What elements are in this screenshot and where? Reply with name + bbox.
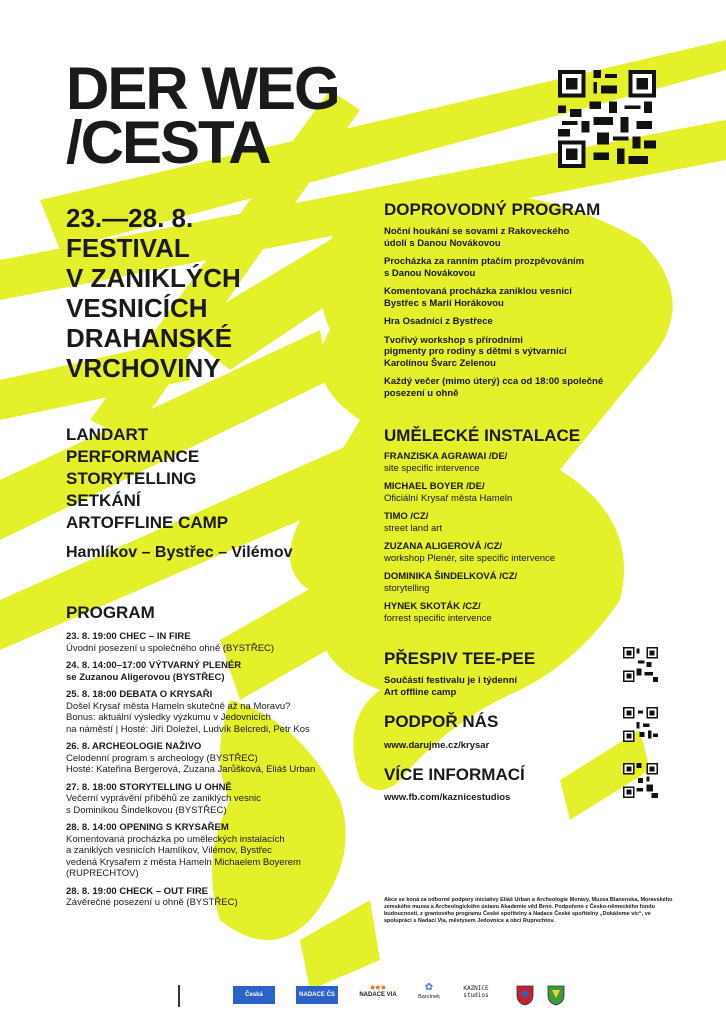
program-item-line: se Zuzanou Aligerovou (BYSTŘEC): [66, 671, 225, 683]
festival-line: VESNICÍCH: [66, 293, 208, 323]
sponsor-footnote: Akce se koná za odborné podpory iniciativy Eliáš Urban a Archeologie Moravy, Muzea Blanenska, Moravského zemského muzea a Archeologického ústavu Akademie věd Brno. Podpořeno z Česko-německého fondu budoucnosti, z grantového programu České spořitelny a Nadace České spořitelny „Dokážeme víc“, ve spolupráci s Nadací Via, městysem Jedovnice a obcí Ruprechtov.: [384, 897, 673, 924]
accompanying-line: s Danou Novákovou: [384, 267, 476, 279]
logo-nadace-via-text: NADACE VIA: [359, 992, 397, 998]
festival-title: [66, 55, 339, 176]
accompanying-program-heading: DOPROVODNÝ PROGRAM: [384, 200, 601, 219]
logo-barvinek: [414, 982, 444, 1006]
program-heading: PROGRAM: [66, 603, 155, 622]
genres-list: [66, 424, 228, 534]
program-item: [66, 886, 366, 909]
accompanying-line: údolí s Danou Novákovou: [384, 237, 501, 249]
qr-code-support: [623, 707, 658, 742]
logo-ceska-sporitelna: [233, 986, 275, 1016]
artist-name: FRANZISKA AGRAWAI /DE/: [384, 451, 508, 462]
logo-nadace-via: [354, 982, 402, 1006]
program-item-title: 25. 8. 18:00 DEBATA O KRYSAŘI: [66, 689, 213, 700]
program-item: [66, 689, 366, 735]
teepee-heading: PŘESPIV TEE-PEE: [384, 649, 536, 668]
more-info-heading: VÍCE INFORMACÍ: [384, 765, 525, 784]
artist-name: HYNEK SKOTÁK /CZ/: [384, 601, 481, 612]
installation-item: [384, 541, 629, 564]
program-item-line: Úvodní posezení u společného ohně (BYSTŘEC): [66, 642, 275, 654]
artist-name: MICHAEL BOYER /DE/: [384, 481, 485, 492]
accompanying-line: pigmenty pro rodiny s dětmi s výtvarnicí: [384, 346, 567, 357]
program-item-line: Závěrečné posezení u ohně (BYSTŘEC): [66, 897, 238, 908]
festival-line: V ZANIKLÝCH: [66, 263, 241, 293]
logo-kaznice-studios: [456, 985, 496, 1005]
program-item: [66, 822, 366, 880]
accompanying-item: [384, 256, 629, 279]
accompanying-item: [384, 316, 629, 328]
program-item-title: 26. 8. ARCHEOLOGIE NAŽIVO: [66, 741, 202, 752]
accompanying-program-list: [384, 226, 629, 406]
accompanying-line: Noční houkání se sovami z Rakoveckého: [384, 226, 570, 237]
program-item: [66, 631, 366, 654]
program-item-line: Došel Krysař města Hameln skutečně až na Moravu?: [66, 700, 291, 712]
accompanying-line: Procházka za ranním ptačím prozpěvováním: [384, 256, 585, 267]
route-villages: Hamlíkov – Bystřec – Vilémov: [66, 544, 293, 561]
qr-code-main: [557, 70, 657, 168]
installation-item: [384, 601, 629, 624]
accompanying-line: Bystřec s Marií Horákovou: [384, 297, 504, 309]
program-item-line: s Dominikou Šindelkovou (BYSTŘEC): [66, 804, 227, 816]
genre-item: STORYTELLING: [66, 469, 197, 488]
support-link[interactable]: www.darujme.cz/krysar: [384, 740, 490, 751]
art-installations-heading: UMĚLECKÉ INSTALACE: [384, 426, 581, 445]
artist-work: site specific intervence: [384, 462, 480, 474]
teepee-text: [384, 675, 629, 698]
accompanying-line: posezení u ohně: [384, 387, 459, 399]
accompanying-item: [384, 226, 629, 249]
installation-item: [384, 571, 629, 594]
logo-barvinek-text: Barvínek: [418, 994, 440, 1000]
teepee-line: Art offline camp: [384, 686, 457, 698]
accompanying-line: Karolínou Švarc Zelenou: [384, 357, 496, 369]
qr-code-teepee: [623, 647, 658, 682]
program-item: [66, 782, 366, 817]
festival-line: VRCHOVINY: [66, 353, 221, 383]
program-item-title: 28. 8. 19:00 CHECK – OUT FIRE: [66, 885, 209, 897]
program-item-line: (RUPRECHTOV): [66, 868, 139, 879]
artist-name: TIMO /CZ/: [384, 511, 429, 522]
program-item: [66, 660, 366, 683]
artist-work: storytelling: [384, 582, 430, 594]
logo-nadace-via-dots: ●●●: [369, 982, 387, 992]
artist-work: street land art: [384, 522, 443, 534]
artist-work: workshop Plenér, site specific intervence: [384, 552, 556, 564]
logo-czech-german-fund: [178, 985, 214, 1007]
accompanying-item: [384, 376, 629, 399]
program-item-line: vedená Krysařem z města Hameln Michaelem Boyerem: [66, 856, 301, 868]
accompanying-line: Každý večer (mimo úterý) cca od 18:00 společné: [384, 376, 604, 387]
installation-item: [384, 511, 629, 534]
festival-line: DRAHANSKÉ: [66, 323, 233, 353]
program-item-title: 28. 8. 14:00 OPENING S KRYSAŘEM: [66, 822, 229, 833]
genre-item: ARTOFFLINE CAMP: [66, 513, 229, 532]
flower-icon: ✿: [424, 982, 434, 993]
program-item-line: Večerní vyprávění příběhů ze zaniklých vesnic: [66, 793, 261, 804]
genre-item: PERFORMANCE: [66, 447, 200, 466]
more-info-link[interactable]: www.fb.com/kaznicestudios: [384, 792, 511, 803]
program-item-title: 27. 8. 18:00 STORYTELLING U OHNĚ: [66, 781, 232, 793]
title-line-2: /CESTA: [66, 109, 270, 176]
support-heading: PODPOŘ NÁS: [384, 712, 499, 731]
art-installations-list: [384, 451, 629, 631]
program-item: [66, 741, 366, 776]
accompanying-item: [384, 286, 629, 309]
title-line-1: DER WEG: [66, 55, 339, 122]
logo-kaznice-studios-text: KAZNICE studios: [463, 985, 489, 999]
program-item-line: a zaniklých vesnicích Hamlíkov, Vilémov, Bystřec: [66, 845, 272, 856]
coat-of-arms-ruprechtov-icon: [546, 984, 566, 1006]
qr-code-info: [623, 763, 658, 798]
artist-name: ZUZANA ALIGEROVÁ /CZ/: [384, 541, 503, 552]
installation-item: [384, 481, 629, 504]
program-item-line: Bonus: aktuální výsledky výzkumu v Jedovnicích: [66, 712, 271, 723]
artist-work: forrest specific intervence: [384, 612, 492, 624]
coat-of-arms-jedovnice-icon: [515, 984, 535, 1006]
artist-work: Oficiální Krysař města Hameln: [384, 492, 513, 504]
installation-item: [384, 451, 629, 474]
program-item-title: 24. 8. 14:00–17:00 VÝTVARNÝ PLENÉR: [66, 660, 242, 671]
program-item-title: 23. 8. 19:00 CHEC – IN FIRE: [66, 631, 191, 642]
teepee-line: Součástí festivalu je i týdenní: [384, 675, 518, 686]
festival-info: [66, 203, 366, 383]
accompanying-line: Hra Osadníci z Bystřece: [384, 316, 493, 327]
logo-nadace-cs: [296, 986, 338, 1004]
genre-item: LANDART: [66, 425, 149, 444]
logo-ceska-sporitelna-text: Česká spořitelna: [239, 992, 269, 1016]
accompanying-item: [384, 335, 629, 370]
logo-nadace-cs-text: NADACE ČS: [299, 992, 335, 998]
genre-item: SETKÁNÍ: [66, 491, 141, 510]
festival-line: FESTIVAL: [66, 233, 190, 263]
program-list: [66, 631, 366, 915]
program-item-line: Hosté: Kateřina Bergerová, Zuzana Jarůšková, Eliáš Urban: [66, 764, 316, 775]
program-item-line: Celodenní program s archeology (BYSTŘEC): [66, 752, 258, 764]
artist-name: DOMINIKA ŠINDELKOVÁ /CZ/: [384, 571, 518, 582]
program-item-line: na náměstí | Hosté: Jiří Doležel, Ludvík Belcredi, Petr Kos: [66, 723, 310, 735]
festival-dates: 23.—28. 8.: [66, 203, 194, 233]
accompanying-line: Tvořivý workshop s přírodními: [384, 334, 523, 346]
program-item-line: Komentovaná procházka po uměleckých instalacích: [66, 833, 285, 845]
accompanying-line: Komentovaná procházka zaniklou vesnicí: [384, 286, 572, 297]
